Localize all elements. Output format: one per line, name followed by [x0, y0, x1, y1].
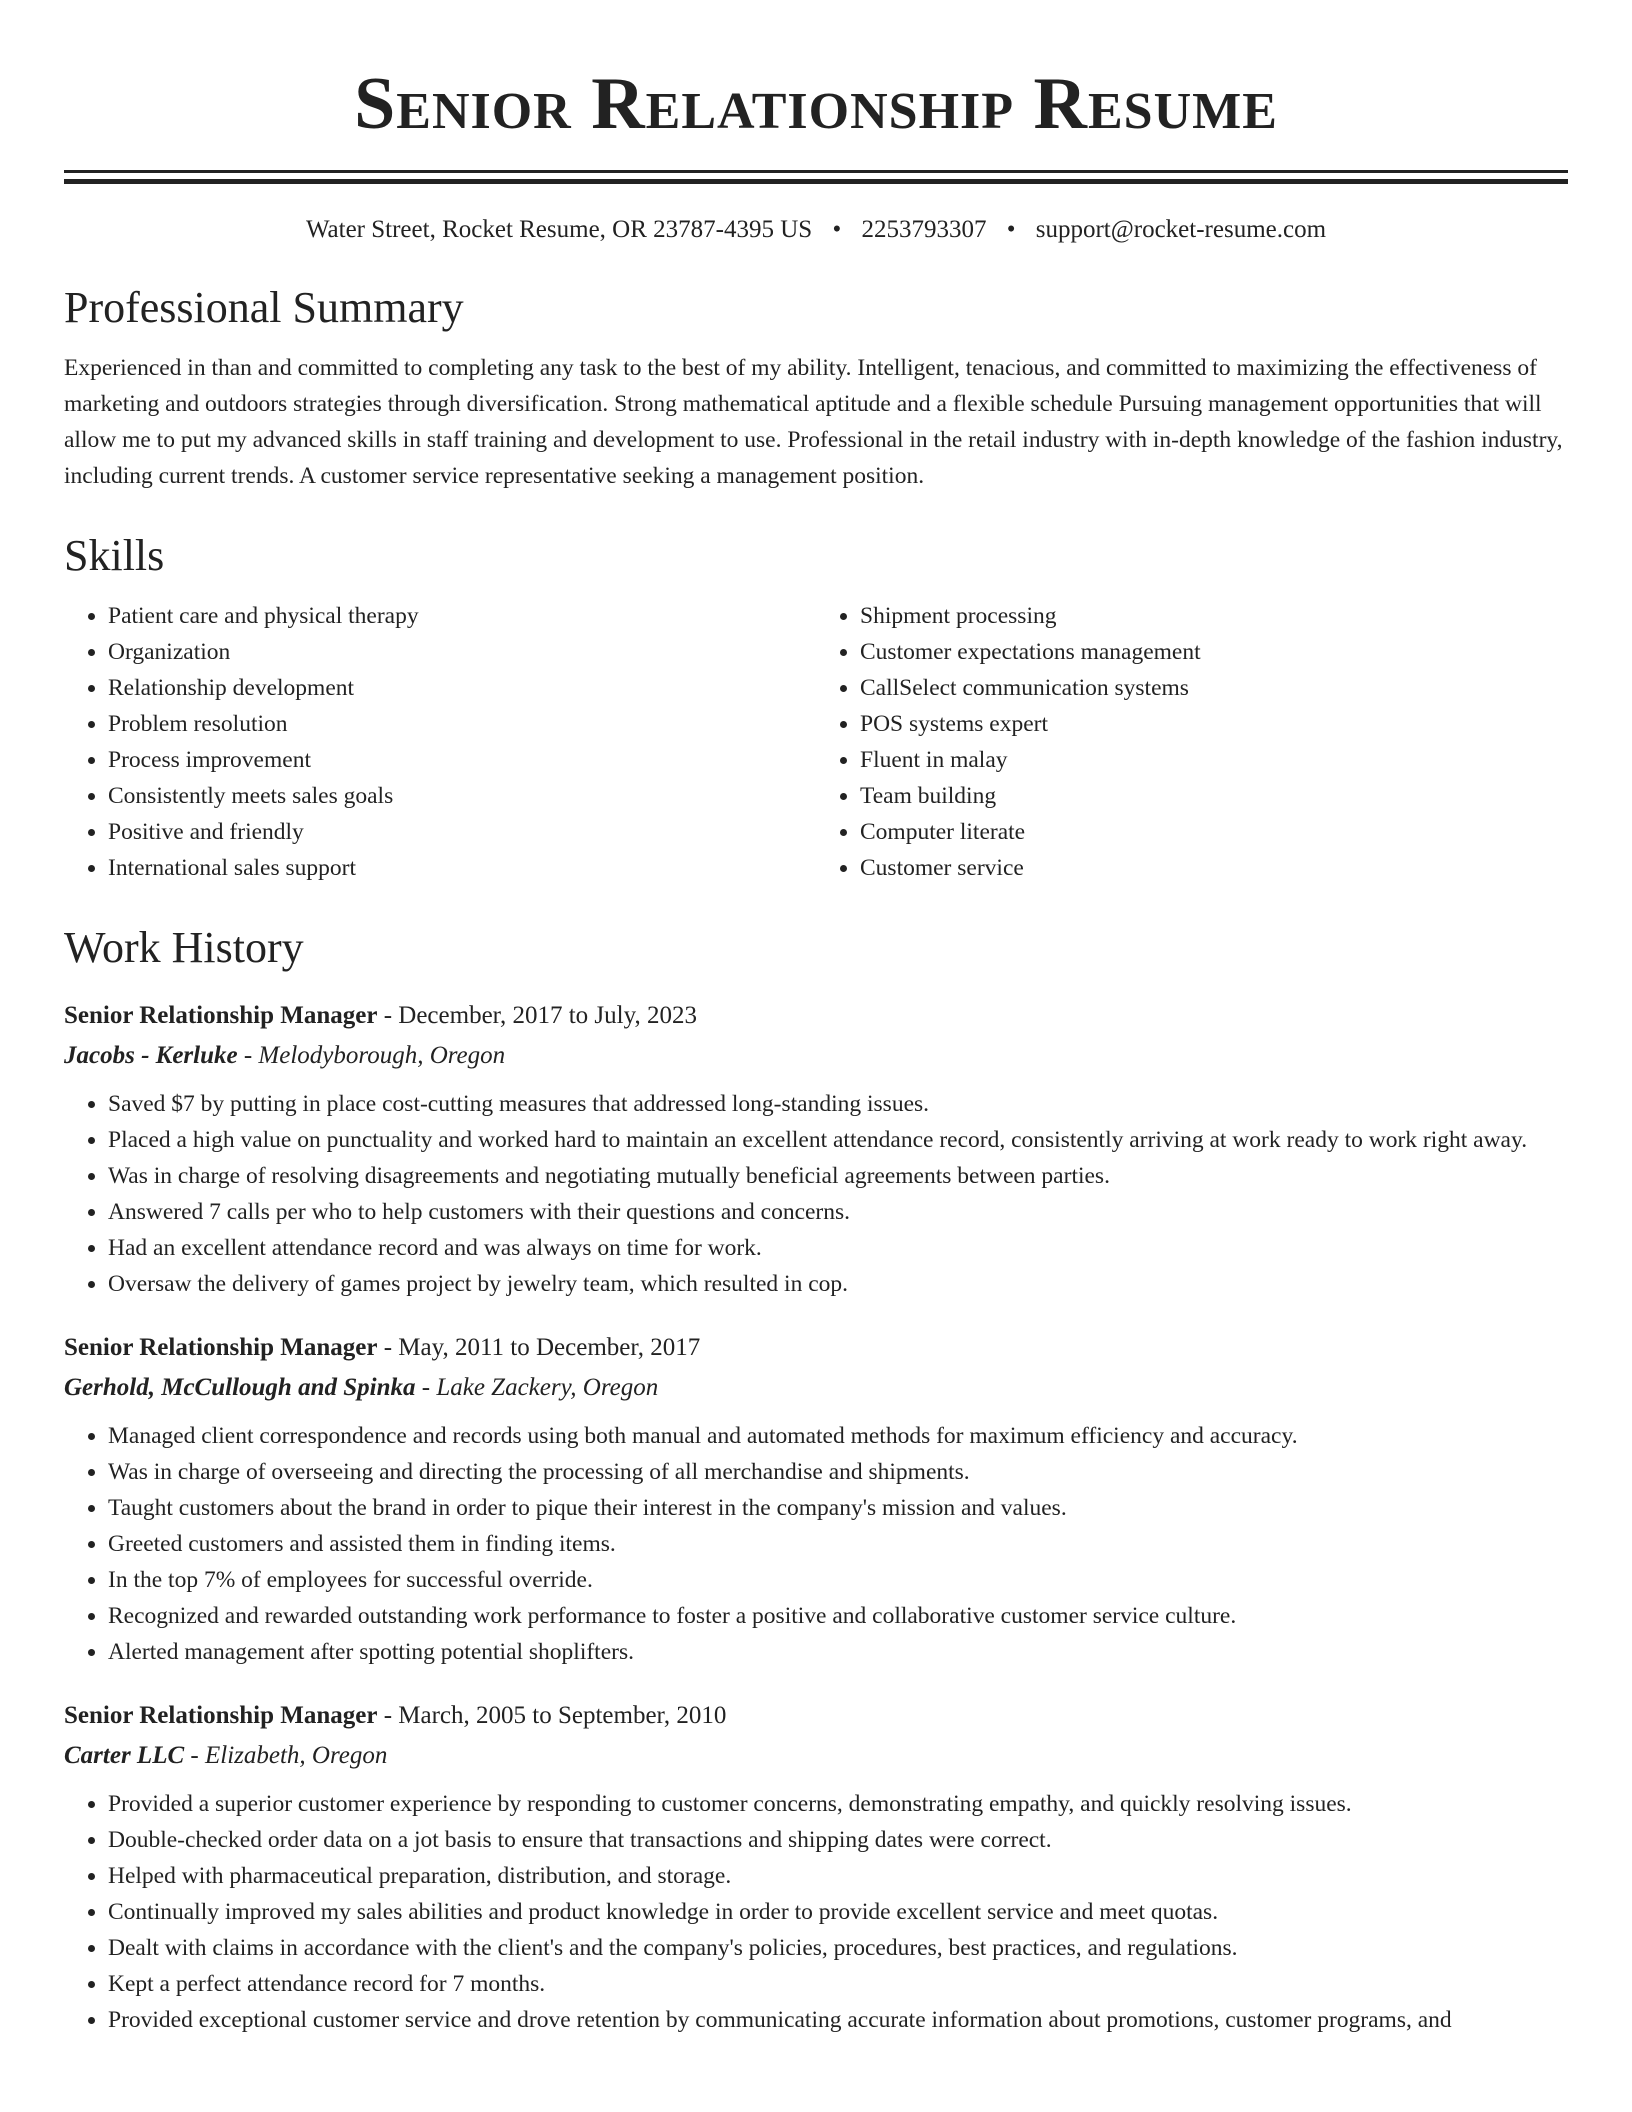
job-entry — [64, 1696, 1568, 2038]
job-bullets — [64, 1086, 1568, 1302]
work-history-list — [64, 996, 1568, 2038]
job-entry — [64, 996, 1568, 1302]
skill-item: • Computer literate — [860, 814, 1568, 850]
job-bullet: • In the top 7% of employees for successful override. — [108, 1562, 1568, 1598]
skill-item: • Team building — [860, 778, 1568, 814]
title-divider — [64, 170, 1568, 184]
job-bullet: • Had an excellent attendance record and was always on time for work. — [108, 1230, 1568, 1266]
job-bullet: • Alerted management after spotting potential shoplifters. — [108, 1634, 1568, 1670]
divider-thin — [64, 170, 1568, 173]
skill-item: • Organization — [108, 634, 816, 670]
contact-separator: • — [1006, 216, 1016, 243]
job-bullet: • Continually improved my sales abilities and product knowledge in order to provide excellent service and meet quotas. — [108, 1894, 1568, 1930]
skill-item: • Positive and friendly — [108, 814, 816, 850]
job-bullet: • Taught customers about the brand in order to pique their interest in the company's mission and values. — [108, 1490, 1568, 1526]
resume-title: Senior Relationship Resume — [354, 63, 1278, 145]
skill-item: • Customer service — [860, 850, 1568, 886]
job-location: - Melodyborough, Oregon — [237, 1042, 506, 1069]
job-company: Jacobs - Kerluke — [64, 1042, 238, 1069]
job-company-line — [64, 1368, 1568, 1408]
skills-column-left — [64, 598, 816, 886]
skill-item: • Fluent in malay — [860, 742, 1568, 778]
job-header — [64, 1328, 1568, 1368]
job-company: Carter LLC — [64, 1742, 185, 1769]
skill-item: • Consistently meets sales goals — [108, 778, 816, 814]
job-title: Senior Relationship Manager — [64, 1702, 378, 1729]
job-dates: - December, 2017 to July, 2023 — [377, 1002, 697, 1029]
job-title: Senior Relationship Manager — [64, 1002, 378, 1029]
skill-item: • Relationship development — [108, 670, 816, 706]
job-bullet: • Saved $7 by putting in place cost-cutting measures that addressed long-standing issues. — [108, 1086, 1568, 1122]
contact-email[interactable]: support@rocket-resume.com — [1035, 216, 1327, 243]
skill-item: • Process improvement — [108, 742, 816, 778]
job-header — [64, 996, 1568, 1036]
job-bullet: • Managed client correspondence and records using both manual and automated methods for maximum efficiency and accuracy. — [108, 1418, 1568, 1454]
job-company-line — [64, 1736, 1568, 1776]
job-bullet: • Oversaw the delivery of games project by jewelry team, which resulted in cop. — [108, 1266, 1568, 1302]
skill-item: • Patient care and physical therapy — [108, 598, 816, 634]
job-bullet: • Provided a superior customer experience by responding to customer concerns, demonstrating empathy, and quickly resolving issues. — [108, 1786, 1568, 1822]
job-company: Gerhold, McCullough and Spinka — [64, 1374, 416, 1401]
skills-list — [64, 598, 1568, 886]
skill-item: • Problem resolution — [108, 706, 816, 742]
job-bullet: • Double-checked order data on a jot basis to ensure that transactions and shipping dates were correct. — [108, 1822, 1568, 1858]
job-bullet: • Dealt with claims in accordance with the client's and the company's policies, procedures, best practices, and regulations. — [108, 1930, 1568, 1966]
job-dates: - March, 2005 to September, 2010 — [377, 1702, 727, 1729]
job-bullet: • Was in charge of resolving disagreements and negotiating mutually beneficial agreements between parties. — [108, 1158, 1568, 1194]
job-location: - Lake Zackery, Oregon — [415, 1374, 659, 1401]
job-bullet: • Provided exceptional customer service and drove retention by communicating accurate information about promotions, customer programs, and — [108, 2002, 1568, 2038]
skill-item: • Customer expectations management — [860, 634, 1568, 670]
skill-item: • Shipment processing — [860, 598, 1568, 634]
work-history-heading: Work History — [64, 923, 304, 972]
contact-address: Water Street, Rocket Resume, OR 23787-4395 US — [305, 216, 813, 243]
job-location: - Elizabeth, Oregon — [184, 1742, 388, 1769]
job-bullets — [64, 1786, 1568, 2038]
divider-thick — [64, 179, 1568, 184]
summary-heading: Professional Summary — [64, 283, 464, 332]
contact-line — [64, 214, 1568, 246]
job-bullet: • Was in charge of overseeing and directing the processing of all merchandise and shipments. — [108, 1454, 1568, 1490]
skills-column-right — [816, 598, 1568, 886]
job-bullet: • Answered 7 calls per who to help customers with their questions and concerns. — [108, 1194, 1568, 1230]
job-entry — [64, 1328, 1568, 1670]
job-bullet: • Greeted customers and assisted them in finding items. — [108, 1526, 1568, 1562]
job-bullet: • Helped with pharmaceutical preparation, distribution, and storage. — [108, 1858, 1568, 1894]
skill-item: • CallSelect communication systems — [860, 670, 1568, 706]
job-bullets — [64, 1418, 1568, 1670]
skill-item: • International sales support — [108, 850, 816, 886]
job-bullet: • Placed a high value on punctuality and worked hard to maintain an excellent attendance record, consistently arriving at work ready to work right away. — [108, 1122, 1568, 1158]
skill-item: • POS systems expert — [860, 706, 1568, 742]
job-dates: - May, 2011 to December, 2017 — [377, 1334, 701, 1361]
skills-heading: Skills — [64, 531, 165, 580]
job-bullet: • Recognized and rewarded outstanding work performance to foster a positive and collaborative customer service culture. — [108, 1598, 1568, 1634]
summary-text: Experienced in than and committed to completing any task to the best of my ability. Intelligent, tenacious, and committed to maximizing the effectiveness of marketing and outdoors strategies through diversification. Strong mathematical aptitude and a flexible schedule Pursuing management opportunities that will allow me to put my advanced skills in staff training and development to use. Professional in the retail industry with in-depth knowledge of the fashion industry, including current trends. A customer service representative seeking a management position. — [64, 355, 1563, 489]
job-bullet: • Kept a perfect attendance record for 7 months. — [108, 1966, 1568, 2002]
job-title: Senior Relationship Manager — [64, 1334, 378, 1361]
contact-separator: • — [832, 216, 842, 243]
job-header — [64, 1696, 1568, 1736]
contact-phone: 2253793307 — [861, 216, 987, 243]
job-company-line — [64, 1036, 1568, 1076]
